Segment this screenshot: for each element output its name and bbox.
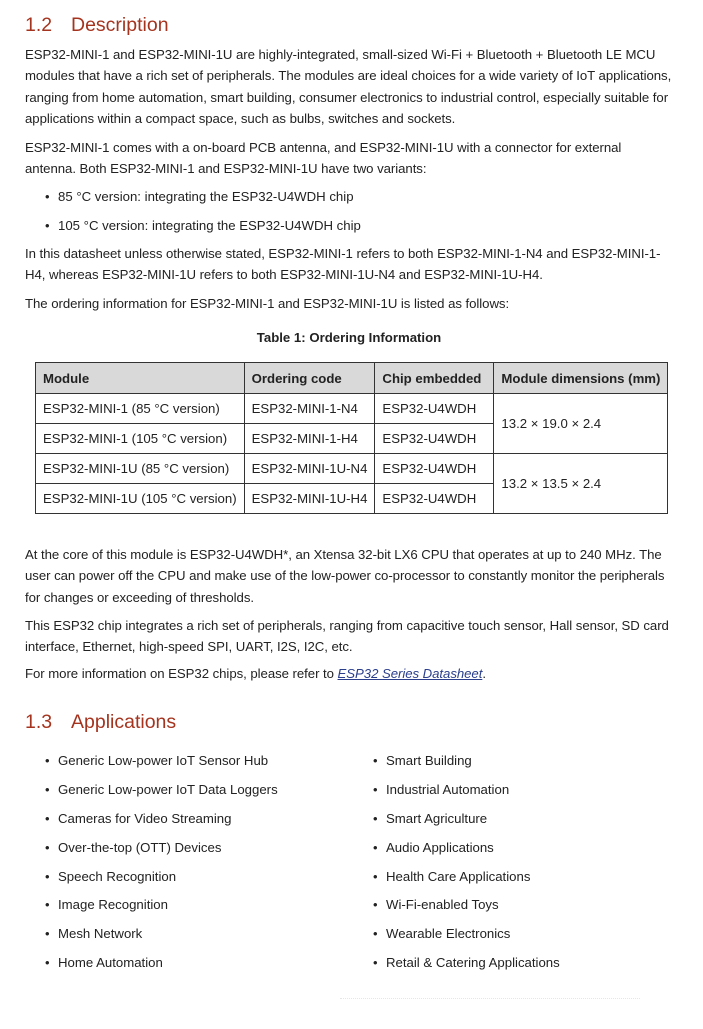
description-paragraph-7: For more information on ESP32 chips, please refer to ESP32 Series Datasheet. <box>25 666 486 681</box>
description-paragraph-5: At the core of this module is ESP32-U4WDH*, an Xtensa 32-bit LX6 CPU that operates at up to 240 MHz. The user can power off the CPU and make use of the low-power co-processor to constantly monitor the peripherals for changes or exceeding of thresholds. <box>25 547 665 605</box>
bullet-dot-icon: • <box>373 753 378 768</box>
table-cell: ESP32-U4WDH <box>375 484 494 514</box>
section-title: Description <box>71 14 169 36</box>
bullet-dot-icon: • <box>45 955 50 971</box>
table-header-cell: Module dimensions (mm) <box>494 363 668 394</box>
table-cell: ESP32-MINI-1U-H4 <box>244 484 375 514</box>
bullet-dot-icon: • <box>373 868 378 884</box>
bullet-dot-icon: • <box>45 189 50 204</box>
bullet-dot-icon: • <box>373 926 378 942</box>
description-paragraph-3: In this datasheet unless otherwise stated, ESP32-MINI-1 refers to both ESP32-MINI-1-N4 and ESP32-MINI-1-H4, whereas ESP32-MINI-1U refers to both ESP32-MINI-1U-N4 and ESP32-MINI-1U-H4. <box>25 246 661 283</box>
footer-divider <box>340 998 640 1001</box>
bullet-dot-icon: • <box>45 810 50 826</box>
section-number: 1.2 <box>25 14 53 36</box>
table-cell-dimensions: 13.2 × 13.5 × 2.4 <box>494 454 668 514</box>
description-paragraph-6: This ESP32 chip integrates a rich set of peripherals, ranging from capacitive touch sensor, Hall sensor, SD card interface, Ethernet, high-speed SPI, UART, I2S, I2C, etc. <box>25 618 669 655</box>
table-row <box>36 454 668 484</box>
bullet-dot-icon: • <box>45 897 50 913</box>
list-item: • Audio Applications <box>373 837 560 866</box>
ordering-information-table <box>35 362 668 514</box>
esp32-series-datasheet-link[interactable]: ESP32 Series Datasheet <box>337 666 483 681</box>
list-item: • Wearable Electronics <box>373 923 560 952</box>
list-item: • Smart Building <box>373 750 560 779</box>
table-cell: ESP32-MINI-1 (85 °C version) <box>36 394 245 424</box>
table-caption: Table 1: Ordering Information <box>256 330 442 345</box>
table-cell: ESP32-MINI-1U-N4 <box>244 454 375 484</box>
list-item: • Mesh Network <box>45 923 278 952</box>
bullet-dot-icon: • <box>373 810 378 826</box>
list-item: • Home Automation <box>45 952 278 981</box>
bullet-dot-icon: • <box>45 868 50 884</box>
variant-list-item: • 105 °C version: integrating the ESP32-U4WDH chip <box>45 215 361 236</box>
table-cell: ESP32-MINI-1U (105 °C version) <box>36 484 245 514</box>
table-header-cell: Module <box>36 363 245 394</box>
bullet-dot-icon: • <box>373 897 378 913</box>
bullet-dot-icon: • <box>373 839 378 855</box>
section-heading-applications <box>25 709 176 735</box>
table-cell: ESP32-U4WDH <box>375 454 494 484</box>
section-heading-description <box>25 12 169 38</box>
applications-list-right <box>373 750 560 981</box>
list-item: • Smart Agriculture <box>373 808 560 837</box>
variant-list-item: • 85 °C version: integrating the ESP32-U4WDH chip <box>45 186 354 207</box>
list-item: • Cameras for Video Streaming <box>45 808 278 837</box>
bullet-dot-icon: • <box>45 781 50 797</box>
bullet-dot-icon: • <box>373 955 378 971</box>
table-cell: ESP32-MINI-1-N4 <box>244 394 375 424</box>
bullet-dot-icon: • <box>45 218 50 233</box>
list-item: • Health Care Applications <box>373 866 560 895</box>
list-item: • Generic Low-power IoT Sensor Hub <box>45 750 278 779</box>
table-cell: ESP32-MINI-1U (85 °C version) <box>36 454 245 484</box>
table-cell: ESP32-U4WDH <box>375 424 494 454</box>
list-item: • Speech Recognition <box>45 866 278 895</box>
table-cell: ESP32-MINI-1-H4 <box>244 424 375 454</box>
list-item: • Image Recognition <box>45 894 278 923</box>
list-item: • Retail & Catering Applications <box>373 952 560 981</box>
table-cell: ESP32-MINI-1 (105 °C version) <box>36 424 245 454</box>
section-number: 1.3 <box>25 711 53 733</box>
bullet-dot-icon: • <box>373 781 378 797</box>
bullet-dot-icon: • <box>45 926 50 942</box>
table-cell: ESP32-U4WDH <box>375 394 494 424</box>
bullet-dot-icon: • <box>45 839 50 855</box>
list-item: • Wi-Fi-enabled Toys <box>373 894 560 923</box>
table-row <box>36 394 668 424</box>
bullet-dot-icon: • <box>45 753 50 768</box>
list-item: • Over-the-top (OTT) Devices <box>45 837 278 866</box>
description-paragraph-4: The ordering information for ESP32-MINI-1 and ESP32-MINI-1U is listed as follows: <box>25 296 510 311</box>
description-paragraph-1: ESP32-MINI-1 and ESP32-MINI-1U are highly-integrated, small-sized Wi-Fi + Bluetooth + Bluetooth LE MCU modules that have a rich set of peripherals. The modules are ideal choices for a wide variety of IoT applications, ranging from home automation, smart building, consumer electronics to industrial control, especially suitable for applications within a compact space, such as bulbs, switches and sockets. <box>25 47 672 126</box>
table-header-row <box>36 363 668 394</box>
section-title: Applications <box>71 711 177 733</box>
table-header-cell: Chip embedded <box>375 363 494 394</box>
table-cell-dimensions: 13.2 × 19.0 × 2.4 <box>494 394 668 454</box>
list-item: • Industrial Automation <box>373 779 560 808</box>
applications-list-left <box>45 750 278 981</box>
description-paragraph-2: ESP32-MINI-1 comes with a on-board PCB antenna, and ESP32-MINI-1U with a connector for external antenna. Both ESP32-MINI-1 and ESP32-MINI-1U have two variants: <box>25 140 622 177</box>
list-item: • Generic Low-power IoT Data Loggers <box>45 779 278 808</box>
table-header-cell: Ordering code <box>244 363 375 394</box>
